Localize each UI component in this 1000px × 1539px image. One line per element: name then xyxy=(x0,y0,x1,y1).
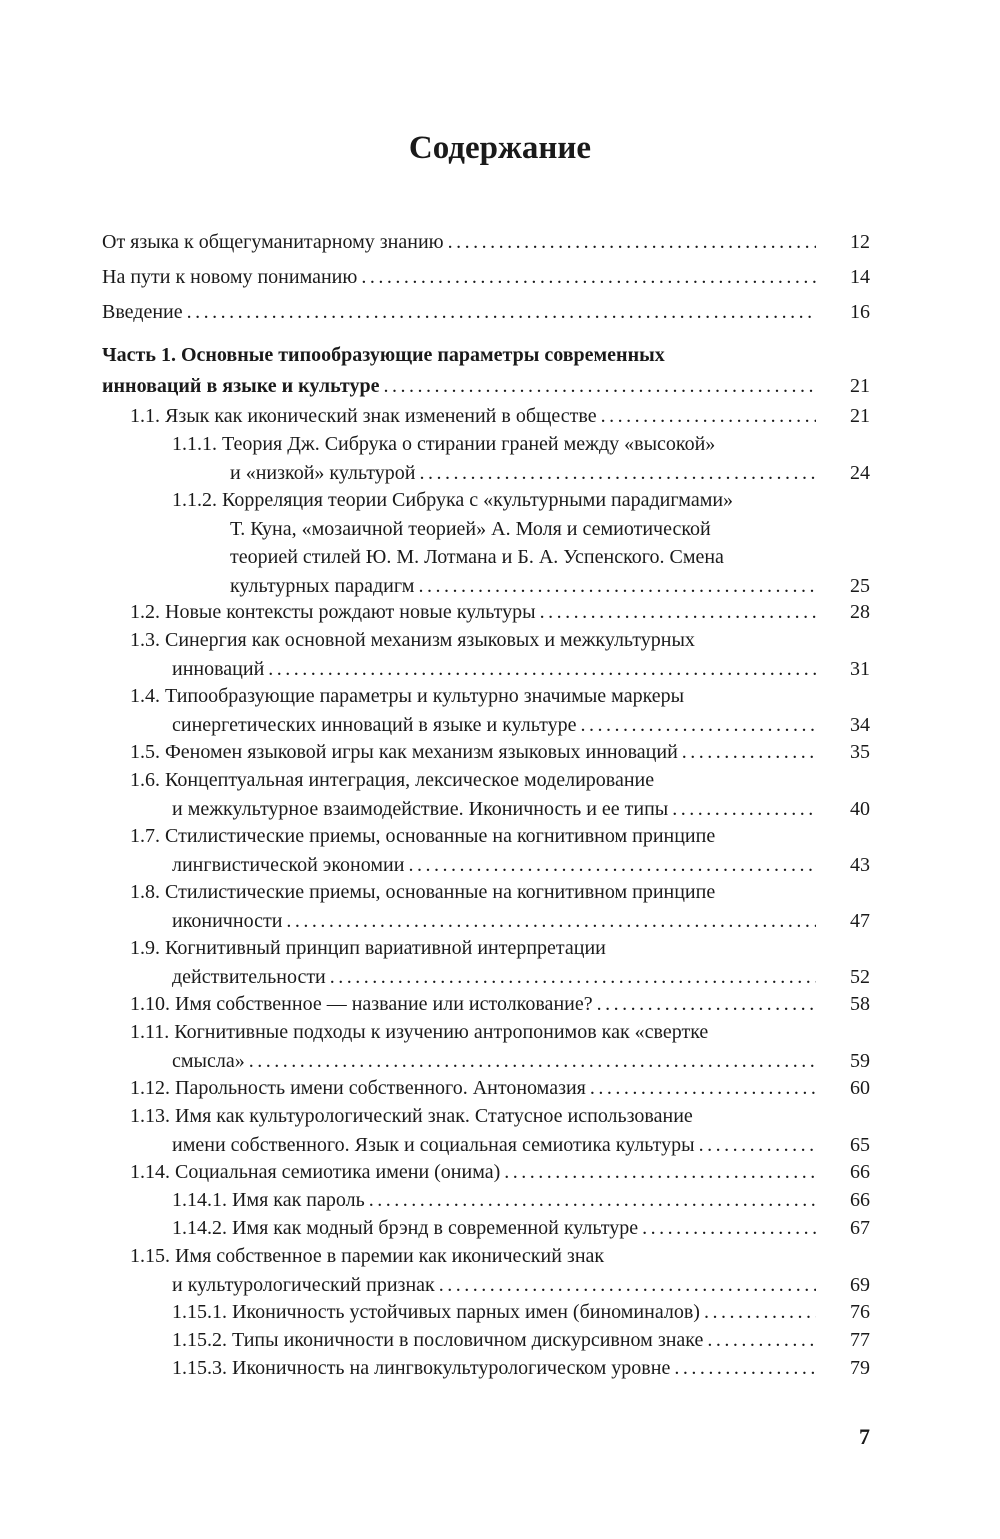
dot-leader xyxy=(704,1298,816,1326)
toc-page-number: 69 xyxy=(850,1273,870,1296)
toc-page-number: 21 xyxy=(850,375,870,397)
toc-entry-text: лингвистической экономии xyxy=(172,853,405,876)
dot-leader xyxy=(361,263,816,291)
toc-page-number: 35 xyxy=(850,741,870,763)
toc-entry-text: 1.1.2. Корреляция теории Сибрука с «культурными парадигмами» xyxy=(172,489,734,511)
toc-page-number: 24 xyxy=(850,461,870,484)
toc-page-number: 58 xyxy=(850,993,870,1015)
toc-page-number: 43 xyxy=(850,853,870,876)
toc-entry-text: культурных парадигм xyxy=(230,574,415,597)
dot-leader xyxy=(597,990,816,1018)
dot-leader xyxy=(642,1214,816,1242)
toc-page-number: 77 xyxy=(850,1329,870,1351)
toc-entry-text: инноваций в языке и культуре xyxy=(102,375,380,397)
toc-entry-text: 1.14. Социальная семиотика имени (онима) xyxy=(130,1161,501,1183)
toc-line xyxy=(102,341,665,369)
toc-line xyxy=(230,572,870,600)
toc-line xyxy=(130,1102,693,1130)
dot-leader xyxy=(187,298,816,326)
toc-line xyxy=(130,990,870,1018)
dot-leader xyxy=(418,572,816,600)
toc-page-number: 21 xyxy=(850,405,870,427)
toc-entry-text: 1.15.3. Иконичность на лингвокультурологическом уровне xyxy=(172,1357,671,1379)
toc-entry-text: 1.7. Стилистические приемы, основанные на когнитивном принципе xyxy=(130,825,716,847)
toc-entry-text: смысла» xyxy=(172,1049,245,1072)
toc-page-number: 28 xyxy=(850,601,870,623)
toc-line xyxy=(172,1326,870,1354)
dot-leader xyxy=(383,372,816,400)
toc-page-number: 67 xyxy=(850,1217,870,1239)
toc-entry-text: 1.14.2. Имя как модный брэнд в современной культуре xyxy=(172,1217,639,1239)
toc-line xyxy=(172,851,870,879)
dot-leader xyxy=(504,1158,816,1186)
dot-leader xyxy=(672,795,816,823)
toc-page-number: 16 xyxy=(850,301,870,323)
toc-page-number: 25 xyxy=(850,574,870,597)
toc-entry-text: На пути к новому пониманию xyxy=(102,266,358,288)
toc-line xyxy=(172,963,870,991)
toc-line xyxy=(102,298,870,326)
toc-line xyxy=(230,515,711,543)
dot-leader xyxy=(601,402,816,430)
toc-line xyxy=(130,402,870,430)
toc-page-number: 59 xyxy=(850,1049,870,1072)
toc-line xyxy=(102,228,870,256)
toc-line xyxy=(172,711,870,739)
toc-entry-text: 1.15.2. Типы иконичности в пословичном дискурсивном знаке xyxy=(172,1329,704,1351)
dot-leader xyxy=(286,907,816,935)
toc-entry-text: теорией стилей Ю. М. Лотмана и Б. А. Успенского. Смена xyxy=(230,546,724,568)
toc-entry-text: иконичности xyxy=(172,909,283,932)
toc-entry-text: 1.13. Имя как культурологический знак. Статусное использование xyxy=(130,1105,693,1127)
toc-entry-text: 1.3. Синергия как основной механизм языковых и межкультурных xyxy=(130,629,695,651)
toc-page-number: 60 xyxy=(850,1077,870,1099)
toc-line xyxy=(172,795,870,823)
toc-line xyxy=(130,766,654,794)
toc-line xyxy=(102,372,870,400)
toc-entry-text: Часть 1. Основные типообразующие параметры современных xyxy=(102,344,665,366)
toc-line xyxy=(172,1186,870,1214)
toc-entry-text: 1.8. Стилистические приемы, основанные на когнитивном принципе xyxy=(130,881,716,903)
toc-entry-text: и культурологический признак xyxy=(172,1273,435,1296)
toc-entry-text: имени собственного. Язык и социальная семиотика культуры xyxy=(172,1133,695,1156)
dot-leader xyxy=(448,228,816,256)
toc-line xyxy=(172,1354,870,1382)
page-title: Содержание xyxy=(408,130,592,166)
toc-entry-text: инноваций xyxy=(172,657,265,680)
toc-line xyxy=(172,1214,870,1242)
toc-entry-text: Т. Куна, «мозаичной теорией» А. Моля и семиотической xyxy=(230,517,711,540)
toc-page-number: 52 xyxy=(850,965,870,988)
toc-entry-text: 1.15. Имя собственное в паремии как иконический знак xyxy=(130,1245,605,1267)
toc-entry-text: 1.14.1. Имя как пароль xyxy=(172,1189,365,1211)
dot-leader xyxy=(268,655,816,683)
toc-entry-text: и межкультурное взаимодействие. Иконичность и ее типы xyxy=(172,797,669,820)
toc-entry-text: 1.6. Концептуальная интеграция, лексическое моделирование xyxy=(130,769,655,791)
toc-page-number: 34 xyxy=(850,713,870,736)
toc-entry-text: 1.12. Парольность имени собственного. Антономазия xyxy=(130,1077,586,1099)
dot-leader xyxy=(369,1186,816,1214)
dot-leader xyxy=(682,738,816,766)
toc-line xyxy=(172,1047,870,1075)
toc-line xyxy=(130,1074,870,1102)
toc-line xyxy=(130,822,715,850)
toc-page-number: 66 xyxy=(850,1189,870,1211)
toc-entry-text: 1.1. Язык как иконический знак изменений в обществе xyxy=(130,405,597,427)
toc-line xyxy=(172,655,870,683)
toc-entry-text: 1.2. Новые контексты рождают новые культуры xyxy=(130,601,536,623)
toc-line xyxy=(230,459,870,487)
toc-page-number: 65 xyxy=(850,1133,870,1156)
toc-line xyxy=(130,1018,708,1046)
toc-page-number: 79 xyxy=(850,1357,870,1379)
toc-page-number: 76 xyxy=(850,1301,870,1323)
dot-leader xyxy=(674,1354,816,1382)
toc-entry-text: синергетических инноваций в языке и культуре xyxy=(172,713,577,736)
toc-page-number: 66 xyxy=(850,1161,870,1183)
toc-line xyxy=(130,598,870,626)
toc-line xyxy=(172,1271,870,1299)
dot-leader xyxy=(540,598,816,626)
dot-leader xyxy=(249,1047,816,1075)
dot-leader xyxy=(590,1074,816,1102)
toc-line xyxy=(102,263,870,291)
dot-leader xyxy=(699,1131,816,1159)
toc-entry-text: 1.4. Типообразующие параметры и культурно значимые маркеры xyxy=(130,685,685,707)
toc-entry-text: Введение xyxy=(102,301,183,323)
toc-line xyxy=(130,1158,870,1186)
toc-line xyxy=(172,907,870,935)
page-number: 7 xyxy=(859,1424,870,1449)
toc-line xyxy=(172,486,733,514)
dot-leader xyxy=(420,459,817,487)
toc-line xyxy=(130,1242,604,1270)
toc-line xyxy=(130,682,684,710)
toc-page-number: 40 xyxy=(850,797,870,820)
toc-entry-text: и «низкой» культурой xyxy=(230,461,416,484)
dot-leader xyxy=(439,1271,816,1299)
dot-leader xyxy=(580,711,816,739)
toc-page-number: 14 xyxy=(850,266,870,288)
toc-line xyxy=(172,1298,870,1326)
toc-entry-text: 1.5. Феномен языковой игры как механизм языковых инноваций xyxy=(130,741,678,763)
toc-page-number: 47 xyxy=(850,909,870,932)
toc-line xyxy=(172,430,715,458)
toc-entry-text: 1.9. Когнитивный принцип вариативной интерпретации xyxy=(130,937,606,959)
dot-leader xyxy=(408,851,816,879)
toc-page-number: 12 xyxy=(850,231,870,253)
toc-line xyxy=(130,626,695,654)
toc-line xyxy=(130,934,606,962)
toc-line xyxy=(172,1131,870,1159)
toc-entry-text: 1.10. Имя собственное — название или истолкование? xyxy=(130,993,593,1015)
toc-line xyxy=(130,878,715,906)
toc-entry-text: 1.1.1. Теория Дж. Сибрука о стирании граней между «высокой» xyxy=(172,433,716,455)
toc-entry-text: 1.11. Когнитивные подходы к изучению антропонимов как «свертке xyxy=(130,1021,709,1043)
dot-leader xyxy=(707,1326,816,1354)
toc-entry-text: 1.15.1. Иконичность устойчивых парных имен (биноминалов) xyxy=(172,1301,700,1323)
toc-page-number: 31 xyxy=(850,657,870,680)
toc-line xyxy=(230,543,724,571)
toc-entry-text: действительности xyxy=(172,965,326,988)
toc-line xyxy=(130,738,870,766)
dot-leader xyxy=(330,963,816,991)
toc-entry-text: От языка к общегуманитарному знанию xyxy=(102,231,444,253)
